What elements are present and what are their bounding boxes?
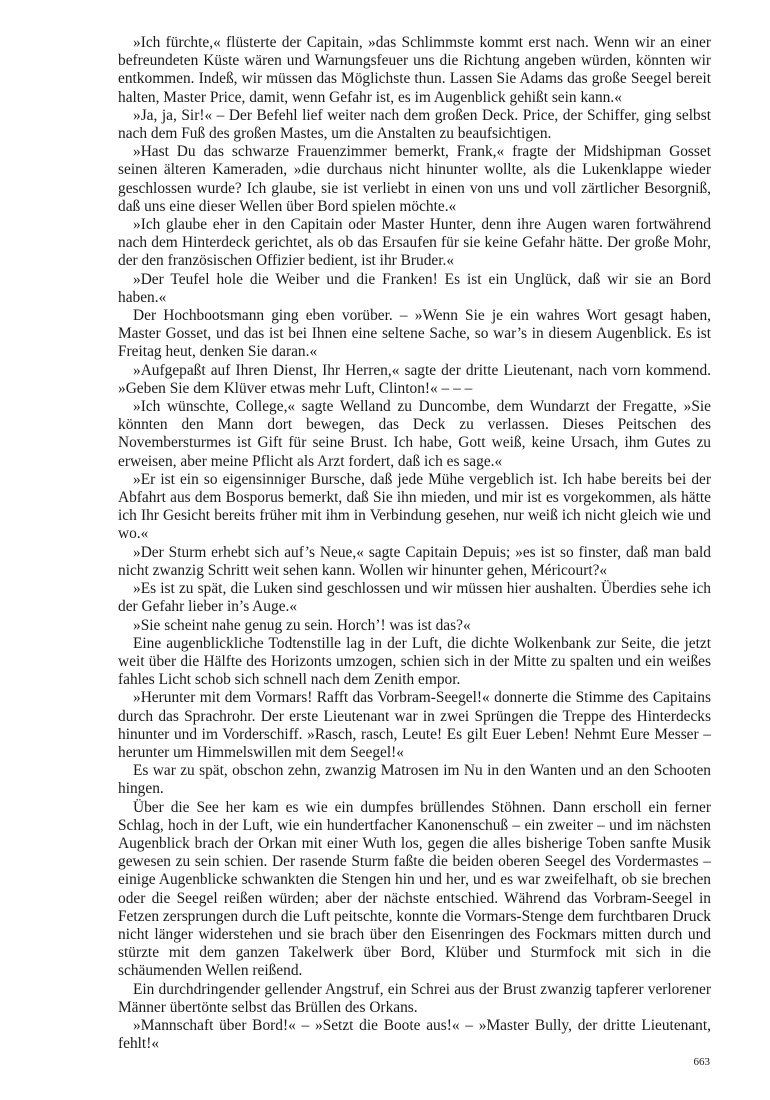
paragraph: »Sie scheint nahe genug zu sein. Horch’! was ist das?« xyxy=(133,616,471,634)
paragraph: Der Hochbootsmann ging eben vorüber. – »Wenn Sie je ein wahres Wort gesagt haben, Master Gosset, und das ist bei Ihnen eine seltene Sache, so war’s in diesem Augenblick. Es ist Freitag heut, denken Sie daran.« xyxy=(118,307,711,361)
paragraph: »Herunter mit dem Vormars! Rafft das Vorbram-Seegel!« donnerte die Stimme des Capitains durch das Sprachrohr. Der erste Lieutenant war in zwei Sprüngen die Treppe des Hinterdecks hinunter und im Vorderschiff. »Rasch, rasch, Leute! Es gilt Euer Leben! Nehmt Eure Messer – herunter um Himmelswillen mit dem Seegel!« xyxy=(118,689,711,761)
paragraph: »Er ist ein so eigensinniger Bursche, daß jede Mühe vergeblich ist. Ich habe bereits bei der Abfahrt aus dem Bosporus bemerkt, daß Sie ihn mieden, und mir ist es vorgekommen, als hätte ich Ihr Gesicht bereits früher mit ihm in Verbindung gesehen, nur weiß ich nicht gleich wie und wo.« xyxy=(118,470,711,543)
paragraph: »Aufgepaßt auf Ihren Dienst, Ihr Herren,« sagte der dritte Lieutenant, nach vorn kommend. »Geben Sie dem Klüver etwas mehr Luft, Clinton!« – – – xyxy=(118,361,711,397)
paragraph: »Ja, ja, Sir!« – Der Befehl lief weiter nach dem großen Deck. Price, der Schiffer, ging selbst nach dem Fuß des großen Mastes, um die Anstalten zu beaufsichtigen. xyxy=(118,106,711,143)
paragraph: »Ich wünschte, College,« sagte Welland zu Duncombe, dem Wundarzt der Fregatte, »Sie könnten den Mann dort bewegen, das Deck zu verlassen. Dieses Peitschen des Novembersturmes ist Gift für seine Brust. Ich habe, Gott weiß, keine Ursach, ihm Gutes zu erweisen, aber meine Pflicht als Arzt fordert, daß ich es sage.« xyxy=(118,398,711,470)
paragraph: »Der Sturm erhebt sich auf’s Neue,« sagte Capitain Depuis; »es ist so finster, daß man bald nicht zwanzig Schritt weit sehen kann. Wollen wir hinunter gehen, Méricourt?« xyxy=(118,543,711,579)
page-number: 663 xyxy=(693,1056,710,1068)
paragraph: Ein durchdringender gellender Angstruf, ein Schrei aus der Brust zwanzig tapferer verlorener Männer übertönte selbst das Brüllen des Orkans. xyxy=(118,980,711,1016)
paragraph: »Mannschaft über Bord!« – »Setzt die Boote aus!« – »Master Bully, der dritte Lieutenant, fehlt!« xyxy=(118,1016,711,1053)
paragraph: Es war zu spät, obschon zehn, zwanzig Matrosen im Nu in den Wanten und an den Schooten hingen. xyxy=(118,762,711,798)
paragraph: »Es ist zu spät, die Luken sind geschlossen und wir müssen hier aushalten. Überdies sehe ich der Gefahr lieber in’s Auge.« xyxy=(118,580,711,616)
paragraph: Eine augenblickliche Todtenstille lag in der Luft, die dichte Wolkenbank zur Seite, die jetzt weit über die Hälfte des Horizonts umzogen, schien sich in der Mitte zu spalten und ein weißes fahles Licht schob sich schnell nach dem Zenith empor. xyxy=(118,634,711,689)
paragraph: »Der Teufel hole die Weiber und die Franken! Es ist ein Unglück, daß wir sie an Bord haben.« xyxy=(118,270,711,306)
paragraph: »Hast Du das schwarze Frauenzimmer bemerkt, Frank,« fragte der Midshipman Gosset seinen älteren Kameraden, »die durchaus nicht hinunter wollte, als die Lukenklappe wieder geschlossen wurde? Ich glaube, sie ist verliebt in einen von uns und voll zärtlicher Besorgniß, daß uns eine dieser Wellen über Bord spielen möchte.« xyxy=(118,143,711,215)
page-body xyxy=(118,34,711,1053)
paragraph: »Ich fürchte,« flüsterte der Capitain, »das Schlimmste kommt erst nach. Wenn wir an einer befreundeten Küste wären und Warnungsfeuer uns die Richtung angeben würden, könnten wir entkommen. Indeß, wir müssen das Möglichste thun. Lassen Sie Adams das große Seegel bereit halten, Master Price, damit, wenn Gefahr ist, es im Augenblick gehißt sein kann.« xyxy=(118,34,711,106)
paragraph: »Ich glaube eher in den Capitain oder Master Hunter, denn ihre Augen waren fortwährend nach dem Hinterdeck gerichtet, als ob das Ersaufen für sie keine Gefahr hätte. Der große Mohr, der den französischen Offizier bedient, ist ihr Bruder.« xyxy=(118,216,711,270)
paragraph: Über die See her kam es wie ein dumpfes brüllendes Stöhnen. Dann erscholl ein ferner Schlag, hoch in der Luft, wie ein hundertfacher Kanonenschuß – ein zweiter – und im nächsten Augenblick brach der Orkan mit einer Wuth los, gegen die alles bisherige Toben sanfte Musik gewesen zu sein schien. Der rasende Sturm faßte die beiden oberen Seegel des Vordermastes – einige Augenblicke schwankten die Stengen hin und her, und es war zweifelhaft, ob sie brechen oder die Seegel reißen würden; aber der nächste entschied. Während das Vorbram-Seegel in Fetzen zersprungen durch die Luft peitschte, konnte die Vormars-Stenge dem furchtbaren Druck nicht länger widerstehen und sie brach über den Eisenringen des Fockmars mitten durch und stürzte mit dem ganzen Takelwerk über Bord, Klüber und Sturmfock mit sich in die schäumenden Wellen reißend. xyxy=(118,798,711,980)
